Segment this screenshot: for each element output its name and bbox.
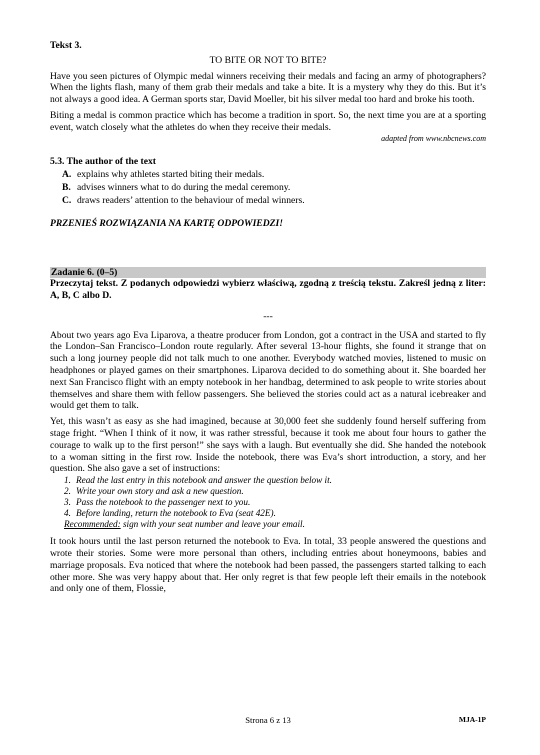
instruction-number: 3. [64, 497, 71, 508]
instruction-number: 1. [64, 475, 71, 486]
task6-paragraph-2: Yet, this wasn’t as easy as she had imagined, because at 30,000 feet she suddenly found herself suffering from stage fright. “When I think of it now, it was rather stressful, because it took me about four hours to gather the courage to walk up to the first person!” she says with a laugh. But eventually she did. She handed the notebook to a woman sitting in the first row. Inside the notebook, there was Eva’s short introduction, a story, and her question. She also gave a set of instructions: [50, 416, 486, 475]
text3-paragraph-2: Biting a medal is common practice which has become a tradition in sport. So, the next time you are at a sporting event, watch closely what the athletes do when they receive their medals. [50, 109, 486, 133]
recommended-label: Recommended: [64, 519, 121, 530]
option-c[interactable] [62, 194, 486, 207]
task6-heading: Zadanie 6. (0–5) [50, 267, 486, 278]
text3-label: Tekst 3. [50, 40, 82, 51]
option-a-text: explains why athletes started biting their medals. [77, 169, 265, 181]
option-b-letter: B. [62, 182, 71, 194]
question-5-3-stem: 5.3. The author of the text [50, 155, 156, 167]
text3-source: adapted from www.nbcnews.com [381, 133, 486, 143]
page-content [50, 40, 486, 595]
instruction-text: Before landing, return the notebook to Eva (seat 42E). [76, 508, 276, 519]
task6-paragraph-3: It took hours until the last person returned the notebook to Eva. In total, 33 people answered the questions and wrote their stories. Some were more personal than others, including entries about honeymoons, babies and marriage proposals. Eva noticed that where the notebook had been passed, the passengers started talking to each other more. She was very happy about that. Her only regret is that few people left their emails in the notebook and only one of them, Flossie, [50, 536, 486, 595]
recommended-note [64, 519, 486, 530]
instruction-item [64, 497, 486, 508]
option-b[interactable] [62, 181, 486, 194]
text3-title: TO BITE OR NOT TO BITE? [209, 54, 327, 66]
text3-paragraph-1: Have you seen pictures of Olympic medal winners receiving their medals and facing an army of photographers? When the lights flash, many of them grab their medals and take a bite. It is a mystery why they do this. But it’s not always a good idea. A German sports star, David Moeller, bit his silver medal too hard and broke his tooth. [50, 70, 486, 106]
option-b-text: advises winners what to do during the medal ceremony. [77, 182, 291, 194]
instruction-number: 2. [64, 486, 71, 497]
instruction-item [64, 475, 486, 486]
exam-code: MJA-1P [458, 715, 486, 724]
instruction-text: Write your own story and ask a new question. [76, 486, 244, 497]
separator: --- [263, 310, 273, 322]
instruction-text: Read the last entry in this notebook and answer the question below it. [76, 475, 332, 486]
page-number: Strona 6 z 13 [245, 715, 291, 725]
transfer-note: PRZENIEŚ ROZWIĄZANIA NA KARTĘ ODPOWIEDZI! [50, 218, 283, 230]
instruction-item [64, 486, 486, 497]
instructions-list [50, 475, 486, 530]
option-a[interactable] [62, 168, 486, 181]
recommended-text: sign with your seat number and leave your email. [122, 519, 305, 530]
option-a-letter: A. [62, 169, 72, 181]
instruction-item [64, 508, 486, 519]
instruction-text: Pass the notebook to the passenger next to you. [76, 497, 251, 508]
option-c-text: draws readers’ attention to the behaviour of medal winners. [77, 195, 305, 207]
task6-paragraph-1: About two years ago Eva Liparova, a theatre producer from London, got a contract in the USA and started to fly the London–San Francisco–London route regularly. After several 13-hour flights, she found it strange that on such a long journey people did not talk much to one another. Everybody watched movies, listened to music on headphones or played games on their smartphones. Liparova decided to do something about it. She boarded her next San Francisco flight with an empty notebook in her handbag, determined to ask people to write stories about themselves and share them with fellow passengers. She believed the stories could act as a natural icebreaker and would get them to talk. [50, 329, 486, 412]
task6-instruction: Przeczytaj tekst. Z podanych odpowiedzi wybierz właściwą, zgodną z treścią tekstu. Zakreśl jedną z liter: A, B, C albo D. [50, 278, 486, 301]
instruction-number: 4. [64, 508, 71, 519]
option-c-letter: C. [62, 195, 72, 207]
